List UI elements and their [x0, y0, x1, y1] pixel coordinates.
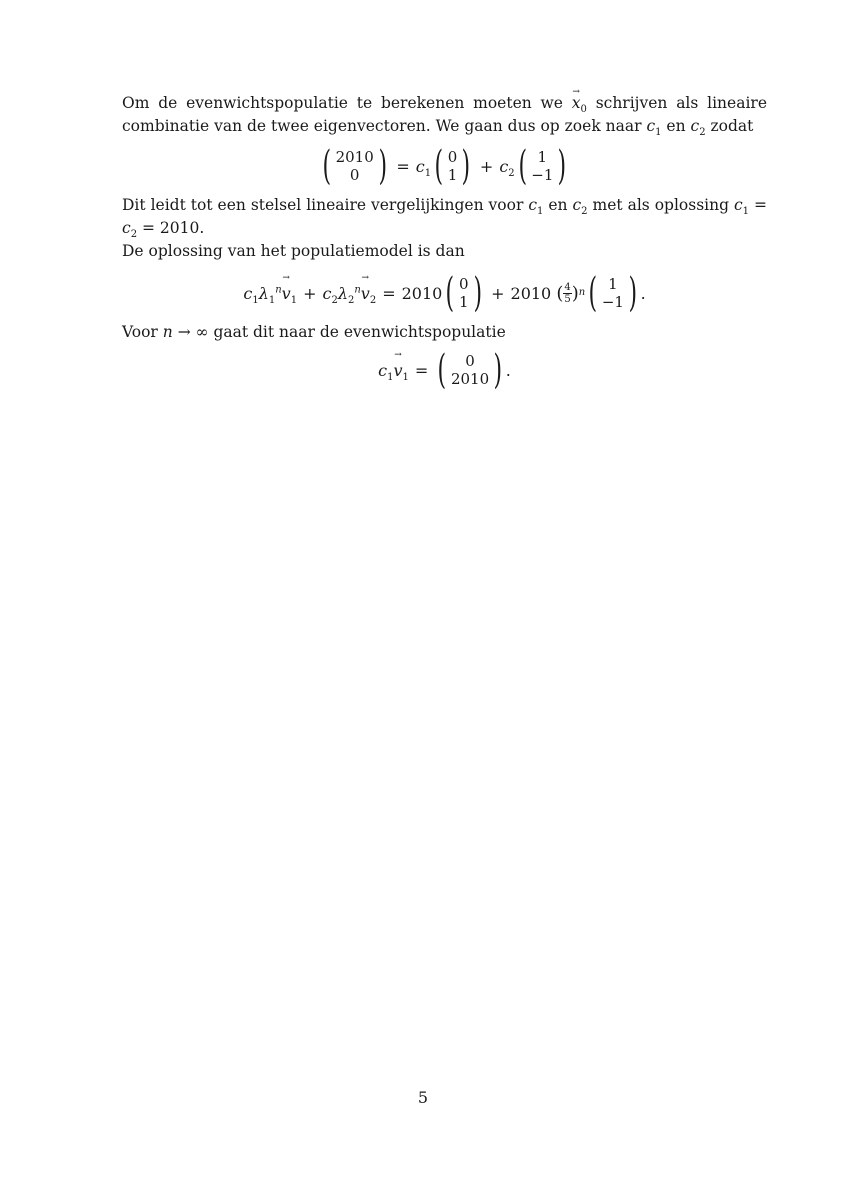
paragraph-3: De oplossing van het populatiemodel is dan: [122, 242, 465, 260]
paragraph-1: Om de evenwichtspopulatie te berekenen moeten we → $x_0$ schrijven als lineaire combinatie van de twee eigenvectoren. We gaan dus op zoek naar $c_1$ en $c_2$ zodat: [122, 92, 767, 138]
equation-1: ( 2010 0 ) = $c_1$ ( 0 1 ) + $c_2$ ( 1 −1 ): [322, 143, 567, 189]
vector-x0: → $x_0$: [572, 94, 587, 112]
equation-2: $c_1\lambda_1^n\to v_1$ + $c_2\lambda_2^n\to v_2$ = 2010 ( 0 1 ) + 2010 ( $\frac{4}{5}$ ) n ( 1 −1 ) .: [122, 273, 767, 313]
paragraph-4: Voor n → ∞ gaat dit naar de evenwichtspopulatie: [122, 323, 506, 341]
content: [122, 92, 767, 398]
equation-3: $c_1\to v_1$ = ( 0 2010 ) .: [122, 350, 767, 390]
paragraph-2: Dit leidt tot een stelsel lineaire vergelijkingen voor $c_1$ en $c_2$ met als oplossing $c_1 = c_2 = 2010$.: [122, 196, 767, 241]
page-number: 5: [417, 1088, 429, 1107]
